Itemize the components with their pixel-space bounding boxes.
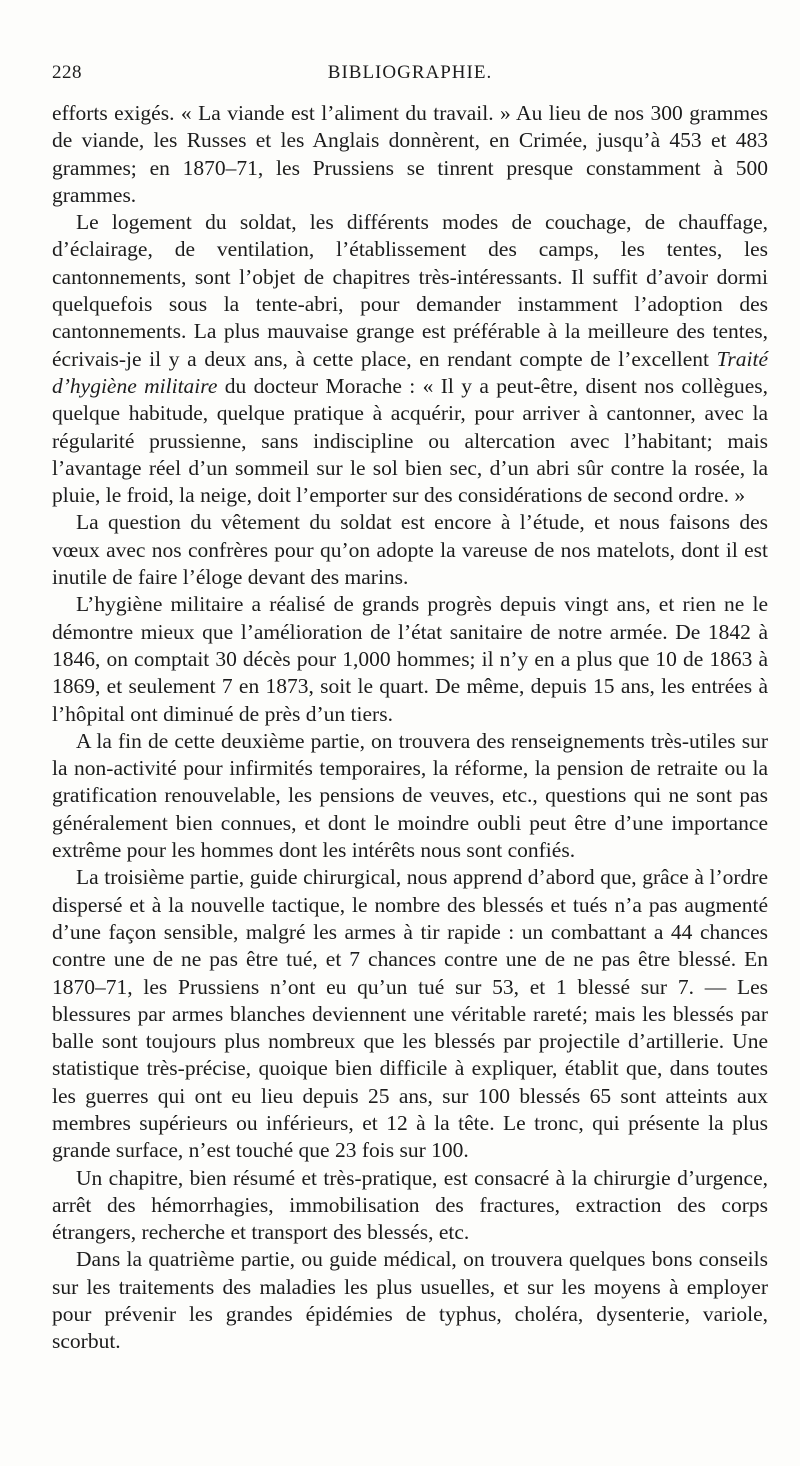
paragraph-6: La troisième partie, guide chirurgical, nous apprend d’abord que, grâce à l’ordre dispersé et à la nouvelle tactique, le nombre des blessés et tués n’a pas augmenté d’une façon sensible, malgré les armes à tir rapide : un combattant a 44 chances contre une de ne pas être tué, et 7 chances contre une de ne pas être blessé. En 1870–71, les Prussiens n’ont eu qu’un tué sur 53, et 1 blessé sur 7. — Les blessures par armes blanches deviennent une véritable rareté; mais les blessés par balle sont toujours plus nombreux que les blessés par projectile d’artillerie. Une statistique très-précise, quoique bien difficile à expliquer, établit que, dans toutes les guerres qui ont eu lieu depuis 25 ans, sur 100 blessés 65 sont atteints aux membres supérieurs ou inférieurs, et 12 à la tête. Le tronc, qui présente la plus grande surface, n’est touché que 23 fois sur 100. [52,865,768,1163]
paragraph-4: L’hygiène militaire a réalisé de grands progrès depuis vingt ans, et rien ne le démontre mieux que l’amélioration de l’état sanitaire de notre armée. De 1842 à 1846, on comptait 30 décès pour 1,000 hommes; il n’y en a plus que 10 de 1863 à 1869, et seulement 7 en 1873, soit le quart. De même, depuis 15 ans, les entrées à l’hôpital ont diminué de près d’un tiers. [52,592,768,726]
running-title: BIBLIOGRAPHIE. [327,62,493,83]
page-number: 228 [52,62,82,83]
paragraph-2 [52,209,768,509]
page-header [52,62,768,92]
body-text [52,100,768,1356]
paragraph-2-part-b: du docteur Morache : « Il y a peut-être, disent nos collègues, quelque habitude, quelque pratique à acquérir, pour arriver à cantonner, avec la régularité prussienne, sans indiscipline ou altercation avec l’habitant; mais l’avantage réel d’un sommeil sur le sol bien sec, d’un abri sûr contre la rosée, la pluie, le froid, la neige, doit l’emporter sur des considérations de second ordre. » [52,373,768,508]
paragraph-5: A la fin de cette deuxième partie, on trouvera des renseignements très-utiles sur la non-activité pour infirmités temporaires, la réforme, la pension de retraite ou la gratification renouvelable, les pensions de veuves, etc., questions qui ne sont pas généralement bien connues, et dont le moindre oubli peut être d’une importance extrême pour les hommes dont les intérêts nous sont confiés. [52,728,768,863]
paragraph-7: Un chapitre, bien résumé et très-pratique, est consacré à la chirurgie d’urgence, arrêt des hémorrhagies, immobilisation des fractures, extraction des corps étrangers, recherche et transport des blessés, etc. [52,1165,768,1245]
book-title-italic: Traité d’hygiène militaire [52,346,768,398]
paragraph-1: efforts exigés. « La viande est l’aliment du travail. » Au lieu de nos 300 grammes de viande, les Russes et les Anglais donnèrent, en Crimée, jusqu’à 453 et 483 grammes; en 1870–71, les Prussiens se tinrent presque constamment à 500 grammes. [52,101,768,207]
paragraph-2-part-a: Le logement du soldat, les différents modes de couchage, de chauffage, d’éclairage, de ventilation, l’établissement des camps, les tentes, les cantonnements, sont l’objet de chapitres très-intéressants. Il suffit d’avoir dormi quelquefois sous la tente-abri, pour demander instamment l’adoption des cantonnements. La plus mauvaise grange est préférable à la meilleure des tentes, écrivais-je il y a deux ans, à cette place, en rendant compte de l’excellent [52,210,768,371]
paragraph-8: Dans la quatrième partie, ou guide médical, on trouvera quelques bons conseils sur les traitements des maladies les plus usuelles, et sur les moyens à employer pour prévenir les grandes épidémies de typhus, choléra, dysenterie, variole, scorbut. [52,1247,768,1354]
paragraph-3: La question du vêtement du soldat est encore à l’étude, et nous faisons des vœux avec nos confrères pour qu’on adopte la vareuse de nos matelots, dont il est inutile de faire l’éloge devant des marins. [52,510,768,590]
